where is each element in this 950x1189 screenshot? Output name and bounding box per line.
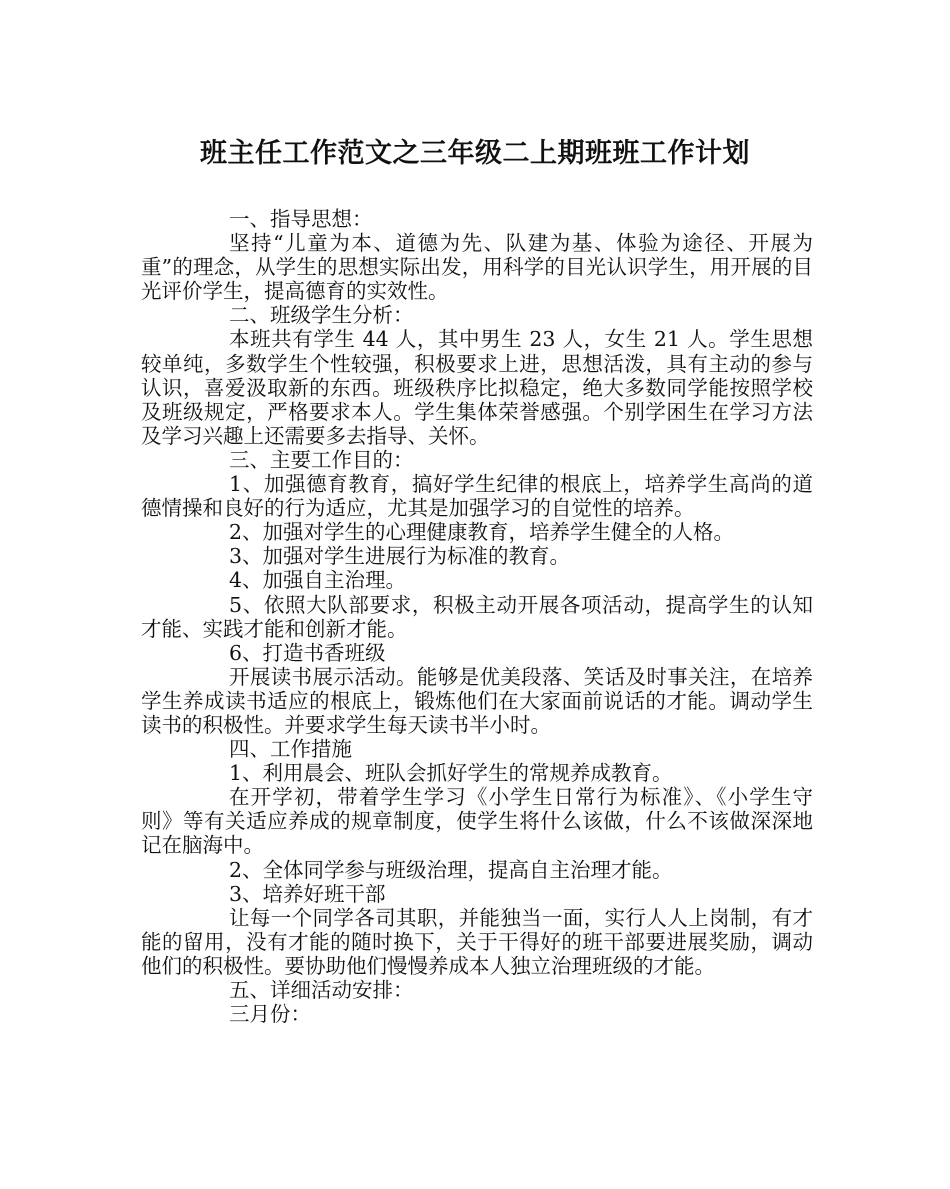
paragraph: 坚持“儿童为本、道德为先、队建为基、体验为途径、开展为重”的理念，从学生的思想实际出发，用科学的目光认识学生，用开展的目光评价学生，提高德育的实效性。 [141,231,813,304]
heading-main-goals: 三、主要工作目的： [229,447,414,472]
list-item: 5、依照大队部要求，积极主动开展各项活动，提高学生的认知才能、实践才能和创新才能。 [141,592,813,641]
paragraph: 在开学初，带着学生学习《小学生日常行为标准》、《小学生守则》等有关适应养成的规章制度，使学生将什么该做，什么不该做深深地记在脑海中。 [141,785,813,858]
paragraph: 开展读书展示活动。能够是优美段落、笑话及时事关注，在培养学生养成读书适应的根底上，锻炼他们在大家面前说话的才能。调动学生读书的积极性。并要求学生每天读书半小时。 [141,664,813,737]
list-item: 6、打造书香班级 [229,640,386,665]
heading-activity-schedule: 五、详细活动安排： [229,978,414,1002]
list-item: 1、利用晨会、班队会抓好学生的常规养成教育。 [229,761,673,786]
document-body [141,207,813,1026]
heading-work-measures: 四、工作措施 [229,737,352,762]
heading-march: 三月份： [229,1002,311,1027]
paragraph: 本班共有学生 44 人，其中男生 23 人，女生 21 人。学生思想较单纯，多数学生个性较强，积极要求上进，思想活泼，具有主动的参与认识，喜爱汲取新的东西。班级秩序比拟稳定，绝大多数同学能按照学校及班级规定，严格要求本人。学生集体荣誉感强。个别学困生在学习方法及学习兴趣上还需要多去指导、关怀。 [141,327,813,448]
paragraph: 让每一个同学各司其职，并能独当一面，实行人人上岗制，有才能的留用，没有才能的随时换下，关于干得好的班干部要进展奖励，调动他们的积极性。要协助他们慢慢养成本人独立治理班级的才能。 [141,905,813,978]
list-item: 3、加强对学生进展行为标准的教育。 [229,544,571,569]
list-item: 2、加强对学生的心理健康教育，培养学生健全的人格。 [229,520,735,545]
list-item: 3、培养好班干部 [229,881,386,906]
list-item: 1、加强德育教育，搞好学生纪律的根底上，培养学生高尚的道德情操和良好的行为适应，尤其是加强学习的自觉性的培养。 [141,472,813,521]
list-item: 4、加强自主治理。 [229,568,407,593]
list-item: 2、全体同学参与班级治理，提高自主治理才能。 [229,857,673,882]
document-title: 班主任工作范文之三年级二上期班班工作计划 [200,138,750,169]
heading-guiding-ideology: 一、指导思想： [229,207,373,231]
heading-student-analysis: 二、班级学生分析： [229,303,414,328]
